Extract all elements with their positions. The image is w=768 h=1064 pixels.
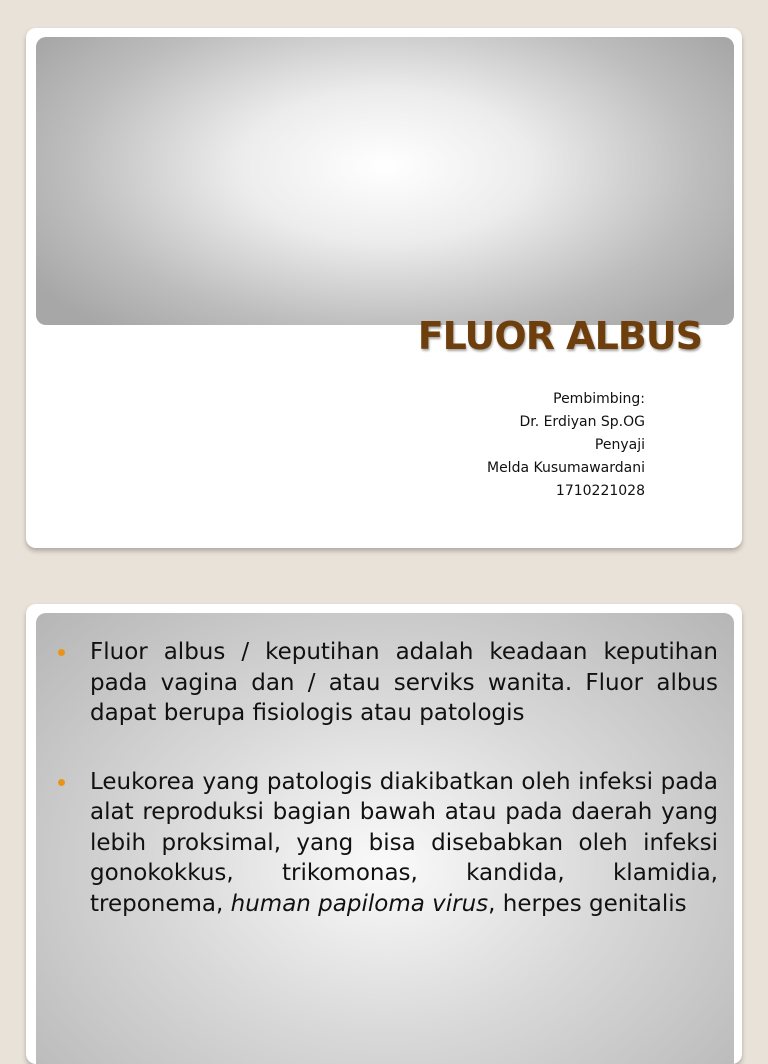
credits-block — [487, 388, 645, 503]
title-banner — [36, 37, 734, 325]
slide-title: FLUOR ALBUS — [417, 314, 702, 358]
content-panel — [36, 613, 734, 1064]
title-slide — [26, 28, 742, 548]
credit-line: 1710221028 — [555, 483, 645, 499]
credit-line: Dr. Erdiyan Sp.OG — [519, 414, 645, 430]
bullet-list — [80, 637, 718, 957]
bullet-text: Leukorea yang patologis diakibatkan oleh infeksi pada alat reproduksi bagian bawah atau pada daerah yang lebih proksimal, yang bisa disebabkan oleh infeksi gonokokkus, trikomonas, kandida, klamidia, treponema, — [90, 768, 718, 917]
bullet-text: , herpes genitalis — [488, 890, 687, 917]
bullet-dot-icon — [58, 779, 65, 786]
bullet-dot-icon — [58, 649, 65, 656]
credit-line: Penyaji — [594, 437, 645, 453]
credit-line: Melda Kusumawardani — [486, 460, 645, 476]
bullet-text-italic: human papiloma virus — [230, 890, 489, 917]
credit-line: Pembimbing: — [553, 391, 645, 407]
content-slide — [26, 604, 742, 1064]
bullet-item — [80, 767, 718, 920]
bullet-item — [80, 637, 718, 729]
bullet-text: Fluor albus / keputihan adalah keadaan keputihan pada vagina dan / atau serviks wanita. Fluor albus dapat berupa fisiologis atau patologis — [90, 639, 718, 726]
